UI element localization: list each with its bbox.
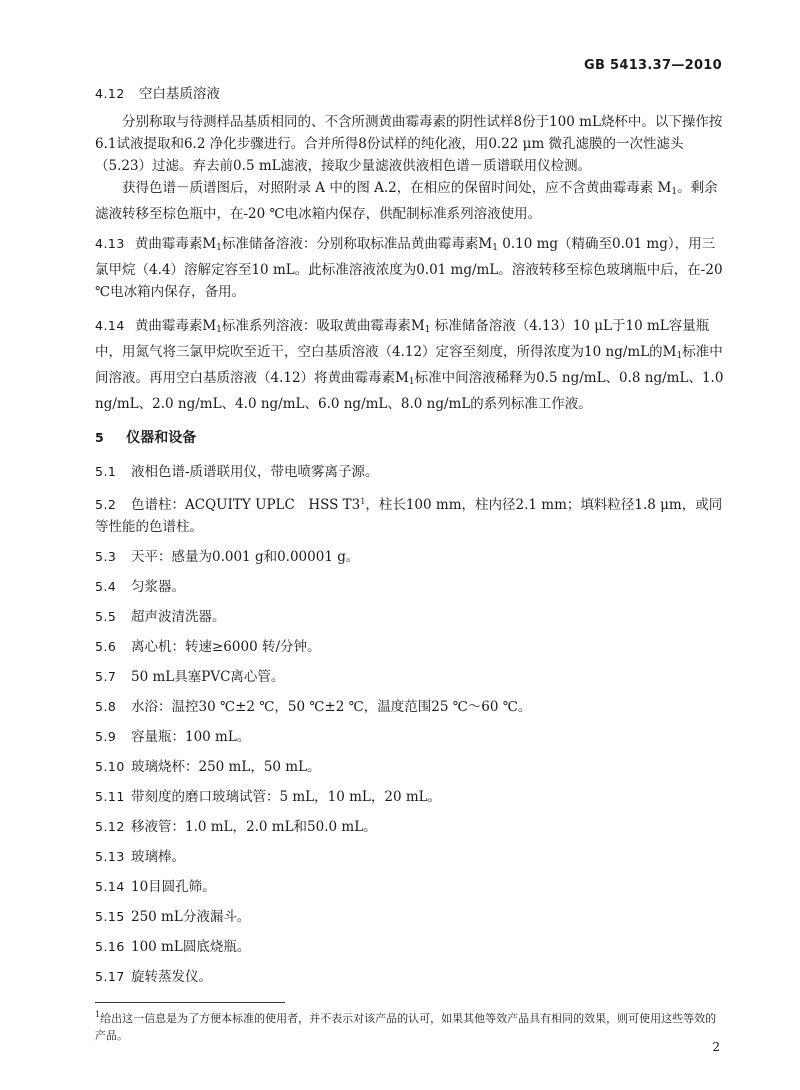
item-number: 5.8 <box>95 699 117 714</box>
text-run: 标准系列溶液：吸取黄曲霉毒素M <box>221 318 425 334</box>
item-text: 水浴：温控30 ℃±2 ℃，50 ℃±2 ℃，温度范围25 ℃～60 ℃。 <box>131 699 532 715</box>
item-5-13 <box>95 846 727 868</box>
text-run: 黄曲霉毒素M <box>134 236 217 252</box>
footnote <box>95 1006 727 1044</box>
item-text: 液相色谱-质谱联用仪，带电喷雾离子源。 <box>131 464 379 480</box>
item-text: 旋转蒸发仪。 <box>131 969 212 985</box>
footnote-ref: 1 <box>360 497 366 506</box>
text-run: 获得色谱－质谱图后，对照附录 A 中的图 A.2，在相应的保留时间处，应不含黄曲霉毒素 M <box>122 180 672 196</box>
item-5-6 <box>95 636 727 658</box>
item-5-7 <box>95 666 727 688</box>
item-text: 玻璃烧杯：250 mL，50 mL。 <box>131 759 321 775</box>
item-text: 玻璃棒。 <box>131 849 185 865</box>
clause-4-14 <box>95 315 727 415</box>
subscript: 1 <box>408 377 415 387</box>
item-text: 超声波清洗器。 <box>131 609 226 625</box>
item-text: ，柱长100 mm，柱内径2.1 mm；填料粒径1.8 μm，或同等性能的色谱柱。 <box>95 497 723 535</box>
subscript: 1 <box>492 243 498 253</box>
item-text: 100 mL圆底烧瓶。 <box>131 939 251 955</box>
section-number: 5 <box>95 430 105 445</box>
item-text: 移液管：1.0 mL，2.0 mL和50.0 mL。 <box>131 819 377 835</box>
item-5-4 <box>95 576 727 598</box>
item-text: 容量瓶：100 mL。 <box>131 729 251 745</box>
item-number: 5.11 <box>95 789 125 804</box>
section-5-heading <box>95 427 727 449</box>
item-number: 5.7 <box>95 669 117 684</box>
item-text: 10目圆孔筛。 <box>131 879 216 895</box>
item-number: 5.4 <box>95 579 117 594</box>
section-title: 仪器和设备 <box>126 430 197 446</box>
item-number: 5.14 <box>95 879 125 894</box>
subscript: 1 <box>216 325 222 335</box>
item-5-14 <box>95 876 727 898</box>
subscript: 1 <box>676 351 683 361</box>
item-5-9 <box>95 726 727 748</box>
clause-4-12-paragraph-1: 分别称取与待测样品基质相同的、不含所测黄曲霉毒素的阴性试样8份于100 mL烧杯中。以下操作按6.1试液提取和6.2 净化步骤进行。合并所得8份试样的纯化液，用0.22 μm 微孔滤膜的一次性滤头（5.23）过滤。弃去前0.5 mL滤液，接取少量滤液供液相色谱－质谱联用仪检测。 <box>95 114 723 174</box>
item-5-15 <box>95 906 727 928</box>
text-run: 标准中间溶液。再用空白基质溶液（4.12）将黄曲霉毒素M <box>95 344 723 386</box>
item-number: 5.16 <box>95 939 125 954</box>
item-number: 5.15 <box>95 909 125 924</box>
clause-4-13 <box>95 233 727 303</box>
footnote-divider <box>95 1002 285 1003</box>
text-run: 0.10 mg（精确至0.01 mg），用三氯甲烷（4.4）溶解定容至10 mL。此标准溶液浓度为0.01 mg/mL。溶液转移至棕色玻璃瓶中后，在-20 ℃电冰箱内保存，备用。 <box>95 236 723 300</box>
subscript: 1 <box>671 187 678 197</box>
item-text: 离心机：转速≥6000 转/分钟。 <box>131 639 321 655</box>
item-number: 5.1 <box>95 464 117 479</box>
item-5-17 <box>95 966 727 988</box>
subscript: 1 <box>216 243 222 253</box>
text-run: 标准中间溶液稀释为0.5 ng/mL、0.8 ng/mL、1.0 ng/mL、2.0 ng/mL、4.0 ng/mL、6.0 ng/mL、8.0 ng/mL的系列标准工作液。 <box>95 370 724 412</box>
item-5-3 <box>95 546 727 568</box>
item-text: 50 mL具塞PVC离心管。 <box>131 669 285 685</box>
text-run: 。剩余滤液转移至棕色瓶中，在-20 ℃电冰箱内保存，供配制标准系列溶液使用。 <box>95 180 718 222</box>
item-text: 色谱柱：ACQUITY UPLC HSS T3 <box>131 497 361 513</box>
item-5-5 <box>95 606 727 628</box>
text-run: 黄曲霉毒素M <box>134 318 217 334</box>
clause-title: 空白基质溶液 <box>138 86 220 102</box>
item-number: 5.10 <box>95 759 125 774</box>
clause-number: 4.12 <box>95 86 125 101</box>
item-number: 5.5 <box>95 609 117 624</box>
item-text: 带刻度的磨口玻璃试管：5 mL，10 mL，20 mL。 <box>131 789 442 805</box>
item-text: 250 mL分液漏斗。 <box>131 909 251 925</box>
text-run: 标准储备溶液（4.13）10 μL于10 mL容量瓶中，用氮气将三氯甲烷吹至近干，空白基质溶液（4.12）定容至刻度，所得浓度为10 ng/mL的M <box>95 318 710 360</box>
page-number: 2 <box>712 1040 720 1054</box>
text-run: 标准储备溶液：分别称取标准品黄曲霉毒素M <box>221 236 493 252</box>
item-number: 5.13 <box>95 849 125 864</box>
item-5-2 <box>95 491 727 538</box>
item-5-8 <box>95 696 727 718</box>
item-number: 5.17 <box>95 969 125 984</box>
page-content <box>95 83 727 996</box>
item-number: 5.9 <box>95 729 117 744</box>
clause-4-12-paragraph-2 <box>95 177 727 225</box>
clause-4-12-heading <box>95 83 727 105</box>
item-5-16 <box>95 936 727 958</box>
footnote-mark: 1 <box>95 1010 101 1019</box>
item-5-12 <box>95 816 727 838</box>
subscript: 1 <box>424 325 431 335</box>
item-number: 5.2 <box>95 497 117 512</box>
item-number: 5.6 <box>95 639 117 654</box>
item-5-10 <box>95 756 727 778</box>
clause-number: 4.13 <box>95 236 125 251</box>
item-number: 5.3 <box>95 549 117 564</box>
clause-number: 4.14 <box>95 318 125 333</box>
footnote-text: 给出这一信息是为了方便本标准的使用者，并不表示对该产品的认可，如果其他等效产品具有相同的效果，则可使用这些等效的产品。 <box>95 1012 717 1042</box>
standard-code: GB 5413.37—2010 <box>584 58 722 73</box>
item-5-1 <box>95 461 727 483</box>
item-number: 5.12 <box>95 819 125 834</box>
item-5-11 <box>95 786 727 808</box>
item-text: 天平：感量为0.001 g和0.00001 g。 <box>131 549 360 565</box>
item-text: 匀浆器。 <box>131 579 185 595</box>
